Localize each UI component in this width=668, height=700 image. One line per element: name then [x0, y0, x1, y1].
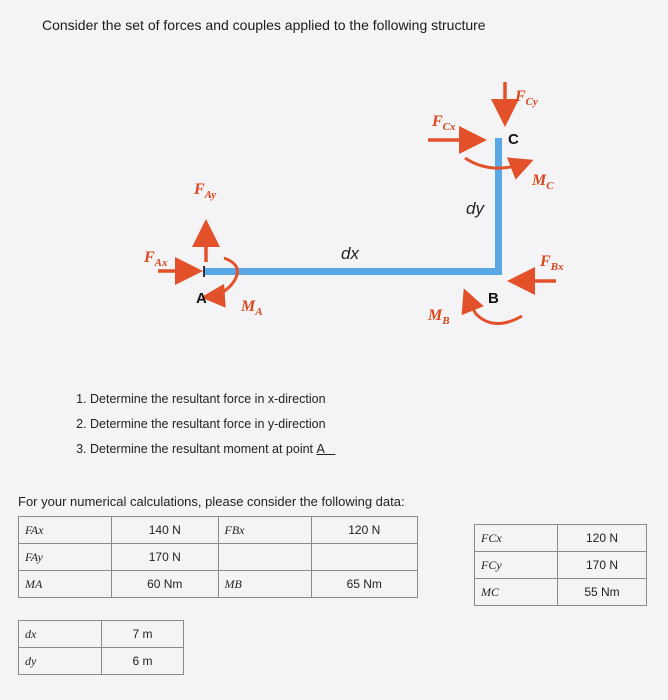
table-row	[19, 517, 418, 544]
label-dy: dy	[466, 199, 484, 218]
table-cell: FCx	[475, 525, 558, 552]
horizontal-beam	[204, 268, 502, 275]
label-ma: $M_A$	[241, 298, 263, 318]
table-cell: 140 N	[112, 517, 219, 544]
label-fcy: $F_{Cy}$	[515, 88, 538, 108]
table-cell: FBx	[218, 517, 311, 544]
table-cell: dx	[19, 621, 102, 648]
point-b-label: B	[488, 290, 499, 307]
table-cell: FAy	[19, 544, 112, 571]
table-cell	[218, 544, 311, 571]
data-table-c	[474, 524, 647, 606]
table-cell: 120 N	[311, 517, 418, 544]
data-intro-text: For your numerical calculations, please consider the following data:	[18, 494, 405, 509]
table-cell: FAx	[19, 517, 112, 544]
question-item: 1. Determine the resultant force in x-direction	[90, 390, 335, 415]
table-cell: 7 m	[102, 621, 184, 648]
table-row	[475, 525, 647, 552]
table-cell: MB	[218, 571, 311, 598]
table-cell: 60 Nm	[112, 571, 219, 598]
point-a-label: A	[196, 290, 207, 307]
question-point: A	[316, 442, 325, 456]
table-cell: FCy	[475, 552, 558, 579]
label-mb: $M_B$	[428, 307, 450, 327]
data-table-distances	[18, 620, 184, 675]
label-fbx: $F_{Bx}$	[540, 253, 564, 273]
table-row	[475, 552, 647, 579]
question-item: 2. Determine the resultant force in y-direction	[90, 415, 335, 440]
label-fcx: $F_{Cx}$	[432, 113, 456, 133]
table-cell: MC	[475, 579, 558, 606]
question-item: 3. Determine the resultant moment at point A	[90, 440, 335, 465]
point-c-label: C	[508, 131, 519, 148]
table-cell: 6 m	[102, 648, 184, 675]
table-cell: dy	[19, 648, 102, 675]
moment-ma-arrow	[207, 258, 237, 297]
table-row	[19, 648, 184, 675]
data-table-primary	[18, 516, 418, 598]
table-row	[475, 579, 647, 606]
table-cell: 170 N	[112, 544, 219, 571]
question-list	[66, 390, 335, 465]
table-cell: 120 N	[558, 525, 647, 552]
label-fay: $F_{Ay}$	[194, 181, 217, 201]
table-row	[19, 621, 184, 648]
table-row	[19, 571, 418, 598]
table-cell: 170 N	[558, 552, 647, 579]
table-cell	[311, 544, 418, 571]
vertical-beam	[495, 138, 502, 275]
label-mc: $M_C$	[532, 172, 554, 192]
problem-statement: Consider the set of forces and couples applied to the following structure	[42, 17, 486, 33]
table-cell: 55 Nm	[558, 579, 647, 606]
table-cell: MA	[19, 571, 112, 598]
table-row	[19, 544, 418, 571]
label-dx: dx	[341, 244, 359, 263]
label-fax: $F_{Ax}$	[144, 249, 168, 269]
table-cell: 65 Nm	[311, 571, 418, 598]
